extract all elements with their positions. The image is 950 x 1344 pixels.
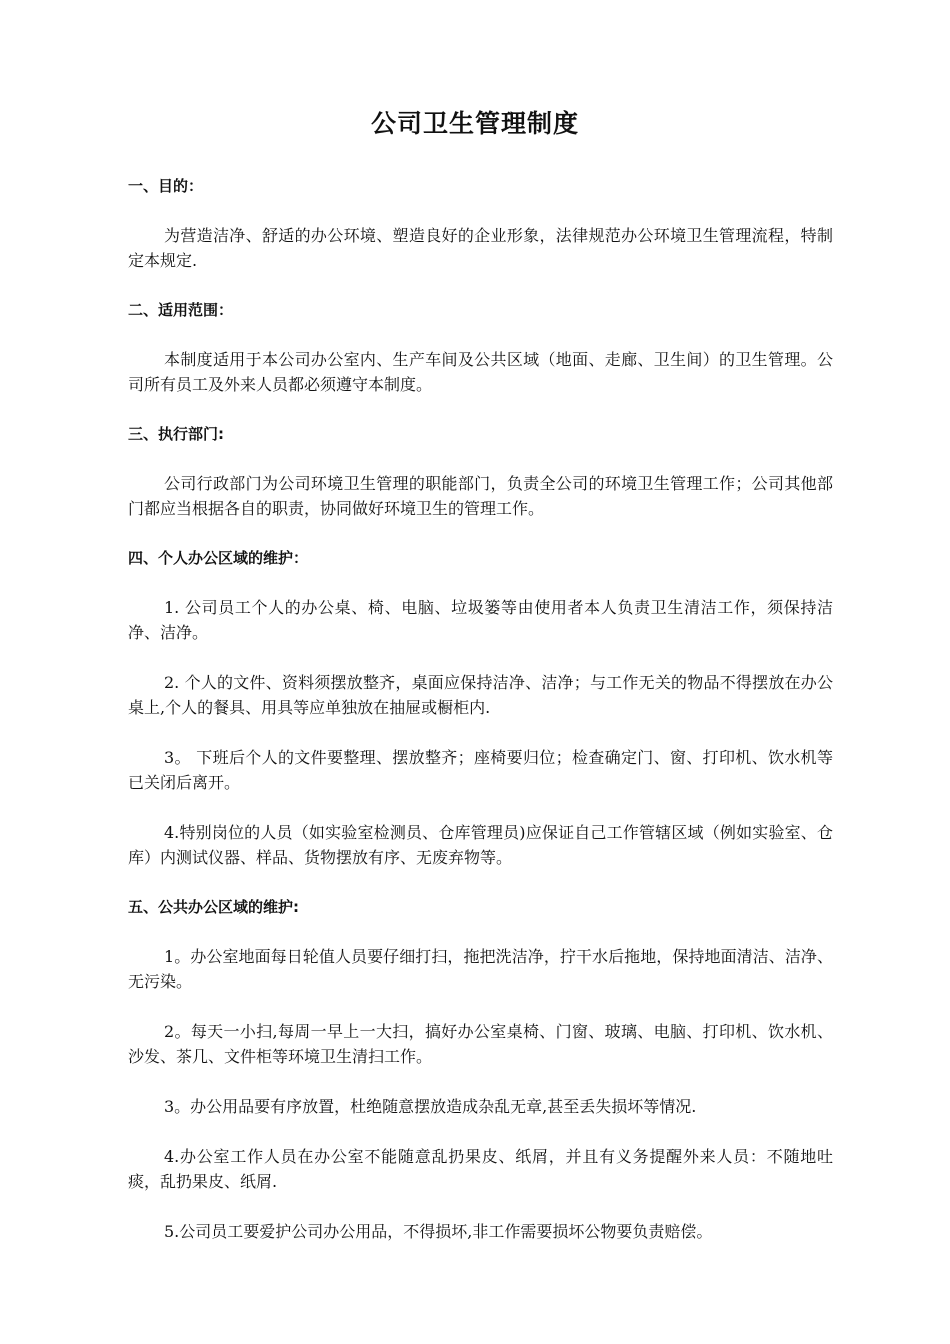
section-heading: 一、目的： — [128, 177, 204, 195]
section-department — [128, 422, 833, 521]
section-heading: 四、个人办公区域的维护： — [128, 549, 309, 567]
section-personal-area — [128, 546, 833, 870]
list-item: 4.办公室工作人员在办公室不能随意乱扔果皮、纸屑，并且有义务提醒外来人员：不随地吐痰，乱扔果皮、纸屑. — [128, 1147, 833, 1191]
section-purpose — [128, 174, 833, 273]
list-item: 2。每天一小扫,每周一早上一大扫，搞好办公室桌椅、门窗、玻璃、电脑、打印机、饮水机、沙发、茶几、文件柜等环境卫生清扫工作。 — [128, 1022, 833, 1066]
paragraph: 公司行政部门为公司环境卫生管理的职能部门，负责全公司的环境卫生管理工作；公司其他部门都应当根据各自的职责，协同做好环境卫生的管理工作。 — [128, 474, 833, 518]
section-heading: 二、适用范围： — [128, 301, 234, 319]
section-heading: 三、执行部门: — [128, 425, 224, 443]
list-item: 5.公司员工要爱护公司办公用品，不得损坏,非工作需要损坏公物要负责赔偿。 — [164, 1222, 713, 1241]
list-item: 4.特别岗位的人员（如实验室检测员、仓库管理员)应保证自己工作管辖区域（例如实验室、仓库）内测试仪器、样品、货物摆放有序、无废弃物等。 — [128, 823, 833, 867]
section-heading: 五、公共办公区域的维护: — [128, 898, 299, 916]
section-public-area — [128, 895, 833, 1244]
document-title: 公司卫生管理制度 — [370, 109, 579, 138]
section-scope — [128, 298, 833, 397]
list-item: 2. 个人的文件、资料须摆放整齐，桌面应保持洁净、洁净；与工作无关的物品不得摆放在办公桌上,个人的餐具、用具等应单独放在抽屉或橱柜内. — [128, 673, 833, 717]
list-item: 3。办公用品要有序放置，杜绝随意摆放造成杂乱无章,甚至丢失损坏等情况. — [164, 1097, 697, 1116]
document-body — [128, 174, 833, 1269]
list-item: 1. 公司员工个人的办公桌、椅、电脑、垃圾篓等由使用者本人负责卫生清洁工作，须保持洁净、洁净。 — [128, 598, 833, 642]
paragraph: 为营造洁净、舒适的办公环境、塑造良好的企业形象，法律规范办公环境卫生管理流程，特制定本规定. — [128, 226, 833, 270]
list-item: 3。 下班后个人的文件要整理、摆放整齐；座椅要归位；检查确定门、窗、打印机、饮水机等已关闭后离开。 — [128, 748, 833, 792]
paragraph: 本制度适用于本公司办公室内、生产车间及公共区域（地面、走廊、卫生间）的卫生管理。公司所有员工及外来人员都必须遵守本制度。 — [128, 350, 833, 394]
list-item: 1。办公室地面每日轮值人员要仔细打扫，拖把洗洁净，拧干水后拖地，保持地面清洁、洁净、无污染。 — [128, 947, 833, 991]
